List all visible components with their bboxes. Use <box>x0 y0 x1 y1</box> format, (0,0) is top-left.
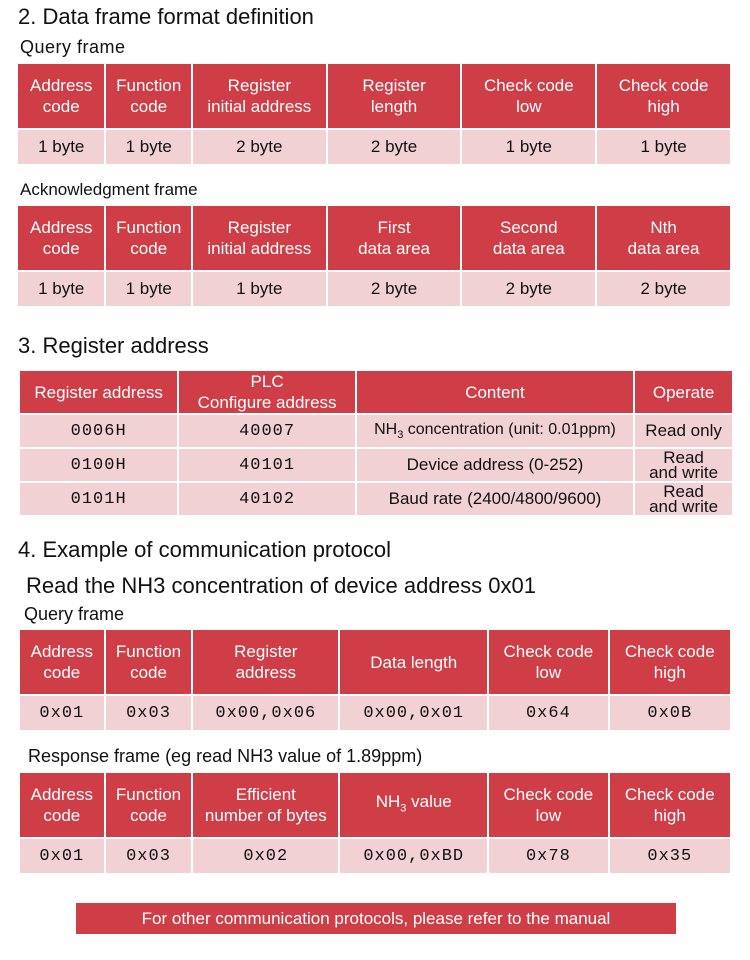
header-check-code-low: Check code low <box>489 773 607 837</box>
query-frame-table <box>16 62 732 166</box>
table-cell: 0x03 <box>106 696 192 730</box>
header-plc-configure-address: PLC Configure address <box>179 371 354 413</box>
header-efficient-number-of-bytes: Efficient number of bytes <box>193 773 338 837</box>
table-cell: 1 byte <box>18 130 104 164</box>
table-cell: 0x00,0x06 <box>193 696 338 730</box>
table-cell: 1 byte <box>597 130 730 164</box>
header-function-code: Function code <box>106 630 192 694</box>
header-address-code: Address code <box>18 206 104 270</box>
register-cell: 0101H <box>20 483 177 515</box>
table-cell: 1 byte <box>193 272 326 306</box>
query-frame-label: Query frame <box>24 604 125 624</box>
header-function-code: Function code <box>106 64 190 128</box>
table-cell: 0x02 <box>193 839 338 873</box>
example-response-table <box>18 771 732 875</box>
header-check-code-high: Check code high <box>610 773 730 837</box>
header-register-address: Register address <box>20 371 177 413</box>
plc-cell: 40007 <box>179 415 354 447</box>
plc-cell: 40102 <box>179 483 354 515</box>
table-cell: 1 byte <box>106 272 190 306</box>
header-function-code: Function code <box>106 206 190 270</box>
table-cell: 2 byte <box>328 130 461 164</box>
table-cell: 0x00,0xBD <box>340 839 487 873</box>
header-register-address: Register address <box>193 630 338 694</box>
response-frame-label: Response frame (eg read NH3 value of 1.89ppm) <box>28 746 423 766</box>
content-cell: Device address (0-252) <box>357 449 633 481</box>
table-cell: 2 byte <box>193 130 326 164</box>
table-cell: 1 byte <box>18 272 104 306</box>
header-first-data-area: First data area <box>328 206 461 270</box>
table-cell: 0x01 <box>20 839 104 873</box>
content-cell: $NH_3$ concentration (unit: 0.01ppm) <box>357 415 633 447</box>
header-function-code: Function code <box>106 773 192 837</box>
section4-subtitle: Read the NH3 concentration of device address 0x01 <box>26 573 536 598</box>
example-query-table <box>18 628 732 732</box>
header-data-length: Data length <box>340 630 487 694</box>
header-check-code-high: Check code high <box>597 64 730 128</box>
header-nh3-value: $NH_3$ value <box>340 773 487 837</box>
table-cell: 1 byte <box>106 130 190 164</box>
register-cell: 0006H <box>20 415 177 447</box>
section2-title: 2. Data frame format definition <box>18 4 314 29</box>
table-cell: 0x00,0x01 <box>340 696 487 730</box>
operate-cell: Read only <box>635 415 732 447</box>
table-cell: 0x01 <box>20 696 104 730</box>
header-register-initial-address: Register initial address <box>193 206 326 270</box>
header-register-initial-address: Register initial address <box>193 64 326 128</box>
header-operate: Operate <box>635 371 732 413</box>
register-address-table <box>18 369 734 517</box>
header-nth-data-area: Nth data area <box>597 206 730 270</box>
section3-title: 3. Register address <box>18 333 209 358</box>
ack-frame-table <box>16 204 732 308</box>
header-check-code-high: Check code high <box>610 630 730 694</box>
header-address-code: Address code <box>20 630 104 694</box>
ack-frame-label: Acknowledgment frame <box>20 180 198 199</box>
table-cell: 0x35 <box>610 839 730 873</box>
table-cell: 0x03 <box>106 839 192 873</box>
operate-cell: Read and write <box>635 449 732 481</box>
footer-note-banner: For other communication protocols, please refer to the manual <box>76 903 676 934</box>
header-address-code: Address code <box>18 64 104 128</box>
section4-title: 4. Example of communication protocol <box>18 537 391 562</box>
table-cell: 2 byte <box>462 272 595 306</box>
header-check-code-low: Check code low <box>489 630 607 694</box>
table-cell: 2 byte <box>328 272 461 306</box>
header-address-code: Address code <box>20 773 104 837</box>
operate-cell: Read and write <box>635 483 732 515</box>
header-content: Content <box>357 371 633 413</box>
plc-cell: 40101 <box>179 449 354 481</box>
header-second-data-area: Second data area <box>462 206 595 270</box>
header-check-code-low: Check code low <box>462 64 595 128</box>
table-cell: 1 byte <box>462 130 595 164</box>
query-frame-label: Query frame <box>20 37 126 57</box>
table-cell: 0x78 <box>489 839 607 873</box>
table-cell: 2 byte <box>597 272 730 306</box>
register-cell: 0100H <box>20 449 177 481</box>
content-cell: Baud rate (2400/4800/9600) <box>357 483 633 515</box>
table-cell: 0x0B <box>610 696 730 730</box>
table-cell: 0x64 <box>489 696 607 730</box>
header-register-length: Register length <box>328 64 461 128</box>
